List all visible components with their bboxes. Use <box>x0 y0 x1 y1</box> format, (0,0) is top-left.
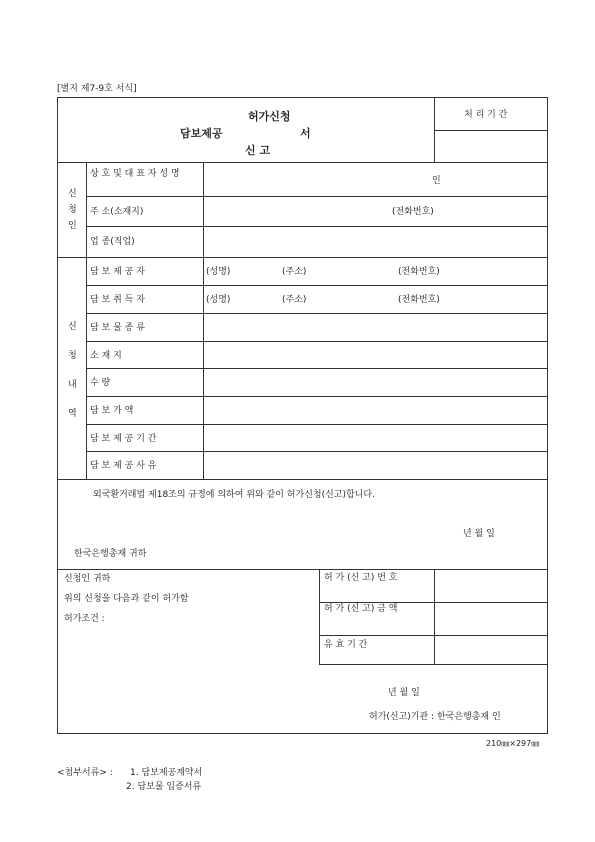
period-label: 담 보 제 공 기 간 <box>90 434 157 444</box>
applicant-row-address-value: (전화번호) <box>392 207 434 217</box>
paper-size: 210㎜×297㎜ <box>486 739 540 748</box>
acquirer-name-label: (성명) <box>206 295 231 305</box>
collateral-value-label: 담 보 가 액 <box>90 406 134 416</box>
collateral-type-label: 담 보 물 종 류 <box>90 323 145 333</box>
validity-period-label: 유 효 기 간 <box>324 640 368 650</box>
content-line-3 <box>86 341 548 342</box>
applicant-side-2: 청 <box>68 205 77 215</box>
quantity-label: 수 량 <box>90 378 111 388</box>
approval-left-3: 허가조건 : <box>64 614 105 624</box>
provider-phone-label: (전화번호) <box>398 267 440 277</box>
applicant-side-1: 신 <box>68 189 77 199</box>
acquirer-label: 담 보 취 득 자 <box>90 295 145 305</box>
permit-number-label: 허 가 (신 고) 번 호 <box>324 573 398 583</box>
applicant-side-divider <box>86 162 87 257</box>
location-label: 소 재 지 <box>90 351 122 361</box>
header-bottom <box>58 162 548 163</box>
attachments-label: <첨부서류> : <box>57 768 113 778</box>
acquirer-address-label: (주소) <box>282 295 307 305</box>
content-line-6 <box>86 424 548 425</box>
content-line-1 <box>86 285 548 286</box>
title-line3: 신 고 <box>245 144 271 157</box>
approval-issuer: 허가(신고)기관 : 한국은행총재 인 <box>369 712 501 722</box>
content-side-2: 청 <box>68 351 77 361</box>
content-line-7 <box>86 451 548 452</box>
statement-date: 년 월 일 <box>463 529 495 539</box>
statement-text: 외국환거래법 제18조의 규정에 의하여 위와 같이 허가신청(신고)합니다. <box>93 490 375 500</box>
content-line-5 <box>86 396 548 397</box>
applicant-label-divider <box>203 162 204 257</box>
approval-left-1: 신청인 귀하 <box>64 574 111 584</box>
attachment-item-2: 2. 담보물 입증서류 <box>126 782 202 792</box>
title-line2a: 담보제공 <box>180 127 223 140</box>
applicant-row-name-label: 상 호 및 대 표 자 성 명 <box>90 169 180 179</box>
applicant-bottom <box>58 257 548 258</box>
acquirer-phone-label: (전화번호) <box>398 295 440 305</box>
provider-address-label: (주소) <box>282 267 307 277</box>
content-line-4 <box>86 368 548 369</box>
approval-line-2 <box>319 635 548 636</box>
approval-date: 년 월 일 <box>388 688 420 698</box>
content-line-2 <box>86 313 548 314</box>
approval-left-2: 위의 신청을 다음과 같이 허가함 <box>64 594 189 604</box>
applicant-row-line-1 <box>86 196 548 197</box>
statement-addressee: 한국은행총재 귀하 <box>74 549 147 559</box>
applicant-row-line-2 <box>86 226 548 227</box>
content-side-1: 신 <box>68 322 77 332</box>
title-line1: 허가신청 <box>248 110 291 123</box>
applicant-side-3: 인 <box>68 221 77 231</box>
approval-line-1 <box>319 602 548 603</box>
processing-divider <box>434 130 548 131</box>
title-line2b: 서 <box>300 127 311 140</box>
application-form <box>57 97 548 734</box>
applicant-row-name-value: 인 <box>432 176 441 186</box>
approval-value-divider <box>434 569 435 664</box>
applicant-row-business-label: 업 종(직업) <box>90 237 135 247</box>
statement-bottom <box>58 569 548 570</box>
permit-amount-label: 허 가 (신 고) 금 액 <box>324 604 398 614</box>
processing-period-label: 처 리 기 간 <box>464 110 508 120</box>
provider-label: 담 보 제 공 자 <box>90 267 145 277</box>
attachment-item-1: 1. 담보제공계약서 <box>130 768 203 778</box>
form-number: [별지 제7-9호 서식] <box>57 84 137 94</box>
provider-name-label: (성명) <box>206 267 231 277</box>
applicant-row-address-label: 주 소(소재지) <box>90 207 144 217</box>
content-side-4: 역 <box>68 409 77 419</box>
approval-mid-divider <box>319 569 320 664</box>
content-bottom <box>58 479 548 480</box>
content-side-3: 내 <box>68 380 77 390</box>
reason-label: 담 보 제 공 사 유 <box>90 461 157 471</box>
approval-line-3 <box>319 664 548 665</box>
